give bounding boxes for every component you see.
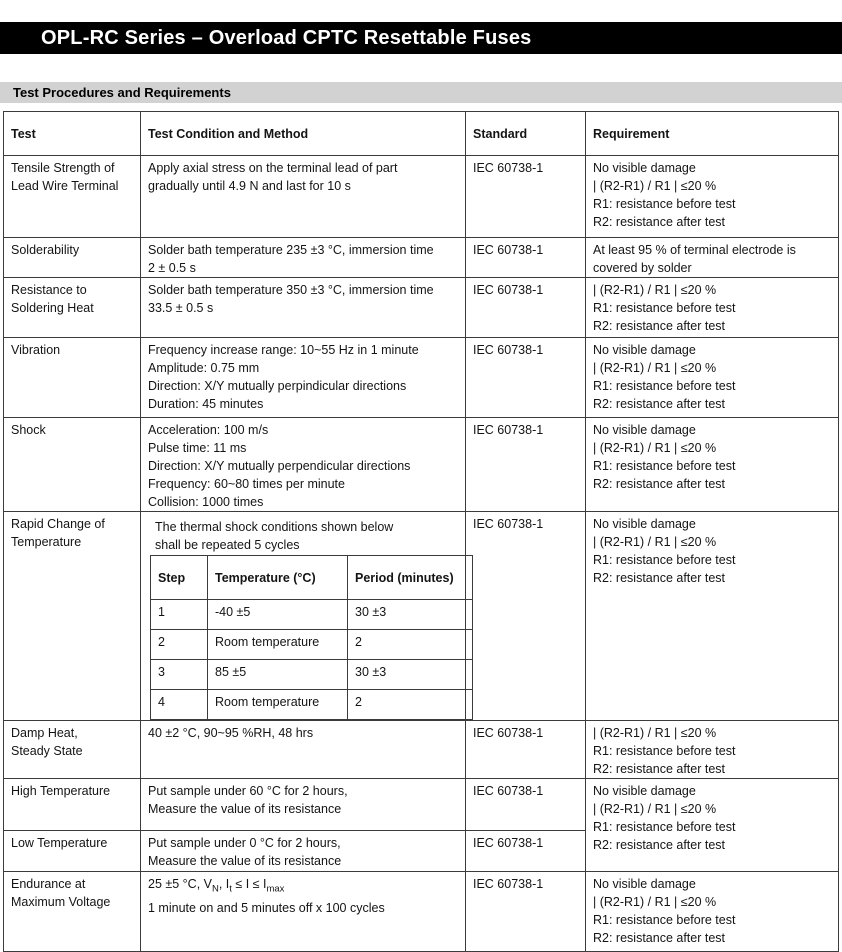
cell-test [4, 721, 141, 779]
cell-requirement [586, 338, 839, 418]
text-line: No visible damage [593, 784, 696, 798]
nested-cell: 2 [348, 630, 473, 660]
text-line: Damp Heat, [11, 726, 78, 740]
cell-test [4, 512, 141, 721]
text-line: | (R2-R1) / R1 | ≤20 % [593, 361, 717, 375]
nested-cell: 2 [151, 630, 208, 660]
text-line: Duration: 45 minutes [148, 397, 264, 411]
text-line: Maximum Voltage [11, 895, 111, 909]
text-line: Acceleration: 100 m/s [148, 423, 269, 437]
text-line: IEC 60738-1 [473, 836, 544, 850]
text-segment: , I [218, 877, 230, 891]
table-row-tensile-strength [4, 156, 839, 238]
nested-row [151, 660, 473, 690]
table-head [4, 112, 839, 156]
text-line: IEC 60738-1 [473, 343, 544, 357]
table-row-vibration [4, 338, 839, 418]
nested-cell: 1 [151, 600, 208, 630]
text-line: R2: resistance after test [593, 571, 726, 585]
cell-standard [466, 238, 586, 278]
text-line: Frequency: 60~80 times per minute [148, 477, 345, 491]
cell-requirement [586, 238, 839, 278]
text-line: 33.5 ± 0.5 s [148, 301, 214, 315]
nested-cell: 4 [151, 690, 208, 720]
text-line: 40 ±2 °C, 90~95 %RH, 48 hrs [148, 726, 314, 740]
text-line: R1: resistance before test [593, 459, 736, 473]
cell-requirement [586, 278, 839, 338]
subscript-text: t [229, 883, 232, 895]
text-line: Frequency increase range: 10~55 Hz in 1 minute [148, 343, 419, 357]
cell-requirement [586, 721, 839, 779]
text-line: IEC 60738-1 [473, 283, 544, 297]
text-line: R2: resistance after test [593, 215, 726, 229]
text-line: Direction: X/Y mutually perpendicular directions [148, 459, 411, 473]
cell-standard [466, 831, 586, 872]
cell-condition [141, 238, 466, 278]
nested-header-row [151, 556, 473, 600]
condition-intro [148, 515, 461, 555]
text-line: R2: resistance after test [593, 838, 726, 852]
text-line: shall be repeated 5 cycles [155, 538, 300, 552]
text-line: gradually until 4.9 N and last for 10 s [148, 179, 351, 193]
cell-test [4, 278, 141, 338]
subscript-text: max [266, 883, 285, 895]
column-header-requirement: Requirement [586, 112, 839, 156]
text-line: R2: resistance after test [593, 397, 726, 411]
text-line: No visible damage [593, 517, 696, 531]
nested-cell: Room temperature [208, 690, 348, 720]
text-line: | (R2-R1) / R1 | ≤20 % [593, 726, 717, 740]
text-line: Solder bath temperature 350 ±3 °C, immersion time [148, 283, 434, 297]
table-body [4, 156, 839, 952]
cell-test [4, 238, 141, 278]
text-line: | (R2-R1) / R1 | ≤20 % [593, 283, 717, 297]
text-line: 2 ± 0.5 s [148, 261, 196, 275]
cell-condition [141, 779, 466, 831]
text-line: IEC 60738-1 [473, 784, 544, 798]
text-line: Measure the value of its resistance [148, 854, 342, 868]
nested-cell: 85 ±5 [208, 660, 348, 690]
column-header-test: Test [4, 112, 141, 156]
text-line: covered by solder [593, 261, 692, 275]
table-header-row [4, 112, 839, 156]
cell-test [4, 156, 141, 238]
cell-standard [466, 338, 586, 418]
cell-requirement [586, 512, 839, 721]
cell-condition [141, 721, 466, 779]
thermal-shock-steps-table [150, 555, 473, 720]
column-header-test-condition-and-method: Test Condition and Method [141, 112, 466, 156]
nested-cell: 30 ±3 [348, 660, 473, 690]
text-line: IEC 60738-1 [473, 243, 544, 257]
cell-test [4, 418, 141, 512]
text-line: Vibration [11, 343, 61, 357]
cell-standard [466, 278, 586, 338]
text-line: | (R2-R1) / R1 | ≤20 % [593, 535, 717, 549]
cell-condition [141, 338, 466, 418]
text-line: Solderability [11, 243, 80, 257]
nested-cell: 3 [151, 660, 208, 690]
section-header-bar [0, 82, 842, 103]
text-line: R2: resistance after test [593, 931, 726, 945]
table-row-rapid-change-of-temperature [4, 512, 839, 721]
text-line: R1: resistance before test [593, 913, 736, 927]
text-line: Solder bath temperature 235 ±3 °C, immersion time [148, 243, 434, 257]
text-line: | (R2-R1) / R1 | ≤20 % [593, 441, 717, 455]
text-line: R2: resistance after test [593, 477, 726, 491]
text-line: R1: resistance before test [593, 820, 736, 834]
cell-condition [141, 872, 466, 952]
text-line [148, 899, 461, 917]
text-line: | (R2-R1) / R1 | ≤20 % [593, 895, 717, 909]
table-row-endurance-at-maximum-voltage [4, 872, 839, 952]
text-line: No visible damage [593, 877, 696, 891]
text-line: Direction: X/Y mutually perpindicular directions [148, 379, 407, 393]
nested-row [151, 690, 473, 720]
table-row-solderability [4, 238, 839, 278]
table-row-resistance-to-soldering-heat [4, 278, 839, 338]
text-line: R2: resistance after test [593, 762, 726, 776]
text-line: Tensile Strength of [11, 161, 115, 175]
subscript-text: N [211, 883, 219, 895]
text-line: Endurance at [11, 877, 86, 891]
cell-standard [466, 418, 586, 512]
text-line: R1: resistance before test [593, 197, 736, 211]
text-line: R1: resistance before test [593, 379, 736, 393]
text-line: R1: resistance before test [593, 553, 736, 567]
cell-standard [466, 872, 586, 952]
cell-standard [466, 721, 586, 779]
text-line: Shock [11, 423, 46, 437]
nested-row [151, 600, 473, 630]
text-line: Put sample under 0 °C for 2 hours, [148, 836, 341, 850]
text-line: Pulse time: 11 ms [148, 441, 247, 455]
cell-test [4, 872, 141, 952]
text-line: Low Temperature [11, 836, 108, 850]
text-line: Put sample under 60 °C for 2 hours, [148, 784, 348, 798]
page-title: OPL-RC Series – Overload CPTC Resettable Fuses [41, 26, 532, 49]
text-line: R2: resistance after test [593, 319, 726, 333]
cell-condition [141, 156, 466, 238]
text-line: R1: resistance before test [593, 744, 736, 758]
column-header-standard: Standard [466, 112, 586, 156]
text-line: Amplitude: 0.75 mm [148, 361, 260, 375]
text-segment: ≤ I ≤ I [231, 877, 267, 891]
nested-cell: 2 [348, 690, 473, 720]
cell-condition [141, 278, 466, 338]
text-line: | (R2-R1) / R1 | ≤20 % [593, 802, 717, 816]
cell-requirement [586, 872, 839, 952]
cell-requirement [586, 418, 839, 512]
nested-cell: Room temperature [208, 630, 348, 660]
text-line: Lead Wire Terminal [11, 179, 119, 193]
text-line: Rapid Change of [11, 517, 105, 531]
text-line: | (R2-R1) / R1 | ≤20 % [593, 179, 717, 193]
text-line: High Temperature [11, 784, 111, 798]
nested-cell: 30 ±3 [348, 600, 473, 630]
cell-test [4, 779, 141, 831]
text-line: Resistance to [11, 283, 87, 297]
text-line: No visible damage [593, 423, 696, 437]
text-line: Temperature [11, 535, 82, 549]
text-segment: 1 minute on and 5 minutes off x 100 cycles [148, 900, 385, 915]
nested-cell: -40 ±5 [208, 600, 348, 630]
table-row-shock [4, 418, 839, 512]
text-line: IEC 60738-1 [473, 423, 544, 437]
text-line: No visible damage [593, 343, 696, 357]
text-line: Collision: 1000 times [148, 495, 264, 509]
text-line: Apply axial stress on the terminal lead of part [148, 161, 398, 175]
text-line: IEC 60738-1 [473, 726, 544, 740]
title-bar [0, 22, 842, 54]
nested-row [151, 630, 473, 660]
cell-standard [466, 512, 586, 721]
cell-condition [141, 512, 466, 721]
text-line: IEC 60738-1 [473, 161, 544, 175]
cell-requirement [586, 156, 839, 238]
cell-standard [466, 779, 586, 831]
text-line: Steady State [11, 744, 83, 758]
text-line: At least 95 % of terminal electrode is [593, 243, 796, 257]
text-segment: 25 ±5 °C, V [148, 877, 212, 891]
table-row-high-temperature [4, 779, 839, 831]
text-line: IEC 60738-1 [473, 877, 544, 891]
cell-test [4, 831, 141, 872]
nested-column-header: Period (minutes) [348, 556, 473, 600]
table-row-damp-heat-steady-state [4, 721, 839, 779]
text-line: R1: resistance before test [593, 301, 736, 315]
nested-column-header: Temperature (°C) [208, 556, 348, 600]
cell-standard [466, 156, 586, 238]
test-procedures-table [3, 111, 839, 952]
cell-condition [141, 418, 466, 512]
text-line: The thermal shock conditions shown below [155, 520, 394, 534]
nested-column-header: Step [151, 556, 208, 600]
cell-condition [141, 831, 466, 872]
cell-requirement [586, 779, 839, 872]
text-line: No visible damage [593, 161, 696, 175]
cell-test [4, 338, 141, 418]
text-line: IEC 60738-1 [473, 517, 544, 531]
text-line [148, 875, 461, 899]
text-line: Soldering Heat [11, 301, 94, 315]
section-title: Test Procedures and Requirements [13, 85, 231, 100]
text-line: Measure the value of its resistance [148, 802, 342, 816]
